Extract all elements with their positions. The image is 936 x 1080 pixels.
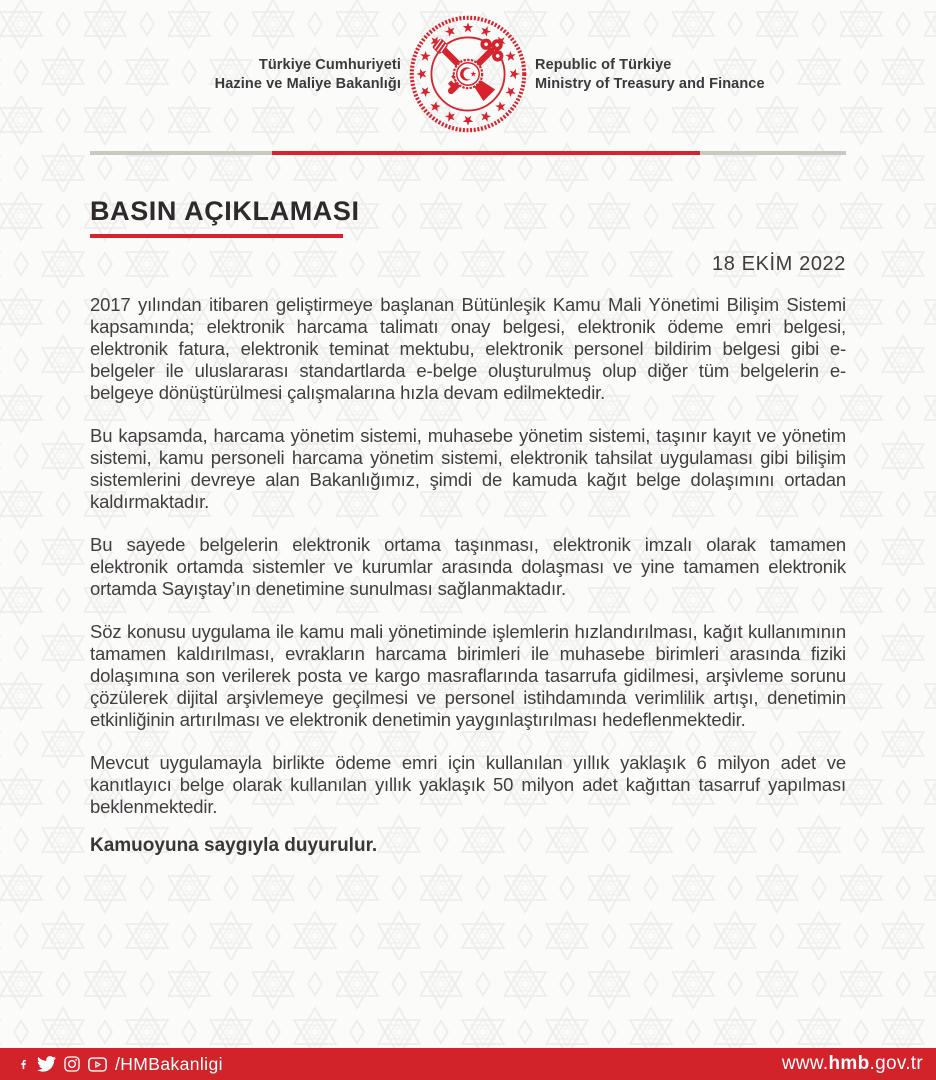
footer-bar bbox=[0, 1048, 936, 1080]
org-tr-line2: Hazine ve Maliye Bakanlığı bbox=[214, 76, 401, 92]
org-tr-line1: Türkiye Cumhuriyeti bbox=[258, 57, 401, 73]
social-handle-link[interactable]: /HMBakanligi bbox=[115, 1053, 223, 1074]
paragraph-1: 2017 yılından itibaren geliştirmeye başlanan Bütünleşik Kamu Mali Yönetimi Bilişim Sistemi kapsamında; elektronik harcama talimatı onay belgesi, elektronik ödeme emri belgesi, elektronik fatura, elektronik teminat mektubu, elektronik personel bildirim belgesi gibi e-belgeler ile uluslararası standartlarda e-belge oluşturulmuş olup diğer tüm belgelerin e-belgeye dönüştürülmesi çalışmalarına hızla devam edilmektedir. bbox=[90, 294, 846, 403]
paragraph-3: Bu sayede belgelerin elektronik ortama taşınması, elektronik imzalı olarak tamamen elektronik ortamda sistemler ve kurumlar arasında dolaşması ve yine tamamen elektronik ortamda Sayıştay’ın denetimine sunulması sağlanmaktadır. bbox=[90, 534, 846, 599]
org-name-english bbox=[535, 56, 765, 94]
website-link[interactable] bbox=[782, 1053, 923, 1075]
org-en-line1: Republic of Türkiye bbox=[535, 57, 672, 73]
header-divider-red-segment bbox=[272, 151, 700, 155]
facebook-icon[interactable] bbox=[18, 1055, 29, 1074]
org-en-line2: Ministry of Treasury and Finance bbox=[535, 76, 765, 92]
youtube-icon[interactable] bbox=[88, 1057, 107, 1072]
page-title: BASIN AÇIKLAMASI bbox=[90, 196, 360, 226]
paragraph-2: Bu kapsamda, harcama yönetim sistemi, muhasebe yönetim sistemi, taşınır kayıt ve yönetim sistemi, kamu personeli harcama yönetim sistemi, elektronik tahsilat uygulaması gibi bilişim sistemlerini devreye alan Bakanlığımız, şimdi de kamuda kağıt belge dolaşımını ortadan kaldırmaktadır. bbox=[90, 425, 846, 512]
title-underline bbox=[90, 234, 343, 238]
website-bold: hmb bbox=[828, 1053, 870, 1074]
twitter-icon[interactable] bbox=[37, 1056, 56, 1072]
header-divider-line bbox=[90, 151, 846, 155]
press-release-body bbox=[90, 196, 846, 857]
document-date: 18 EKİM 2022 bbox=[712, 253, 846, 275]
website-suffix: .gov.tr bbox=[869, 1053, 923, 1074]
website-prefix: www. bbox=[781, 1053, 829, 1074]
paragraph-5: Mevcut uygulamayla birlikte ödeme emri için kullanılan yıllık yaklaşık 6 milyon adet ve kanıtlayıcı belge olarak kullanılan yıllık yaklaşık 50 milyon adet kağıttan tasarruf yapılması beklenmektedir. bbox=[90, 752, 846, 817]
ministry-emblem-icon bbox=[404, 10, 532, 143]
header bbox=[0, 0, 936, 160]
social-links bbox=[18, 1054, 223, 1075]
instagram-icon[interactable] bbox=[64, 1056, 80, 1072]
org-name-turkish bbox=[215, 56, 401, 94]
paragraph-4: Söz konusu uygulama ile kamu mali yönetiminde işlemlerin hızlandırılması, kağıt kullanımının tamamen kaldırılması, evrakların harcama birimleri ile muhasebe birimleri arasında fiziki dolaşımına son verilerek posta ve kargo masraflarında tasarrufa gidilmesi, arşivleme sorunu çözülerek dijital arşivlemeye geçilmesi ve personel istihdamında verimlilik artışı, denetimin etkinliğinin artırılması ve elektronik denetimin yaygınlaştırılması hedeflenmektedir. bbox=[90, 621, 846, 730]
closing-statement: Kamuoyuna saygıyla duyurulur. bbox=[90, 835, 378, 856]
